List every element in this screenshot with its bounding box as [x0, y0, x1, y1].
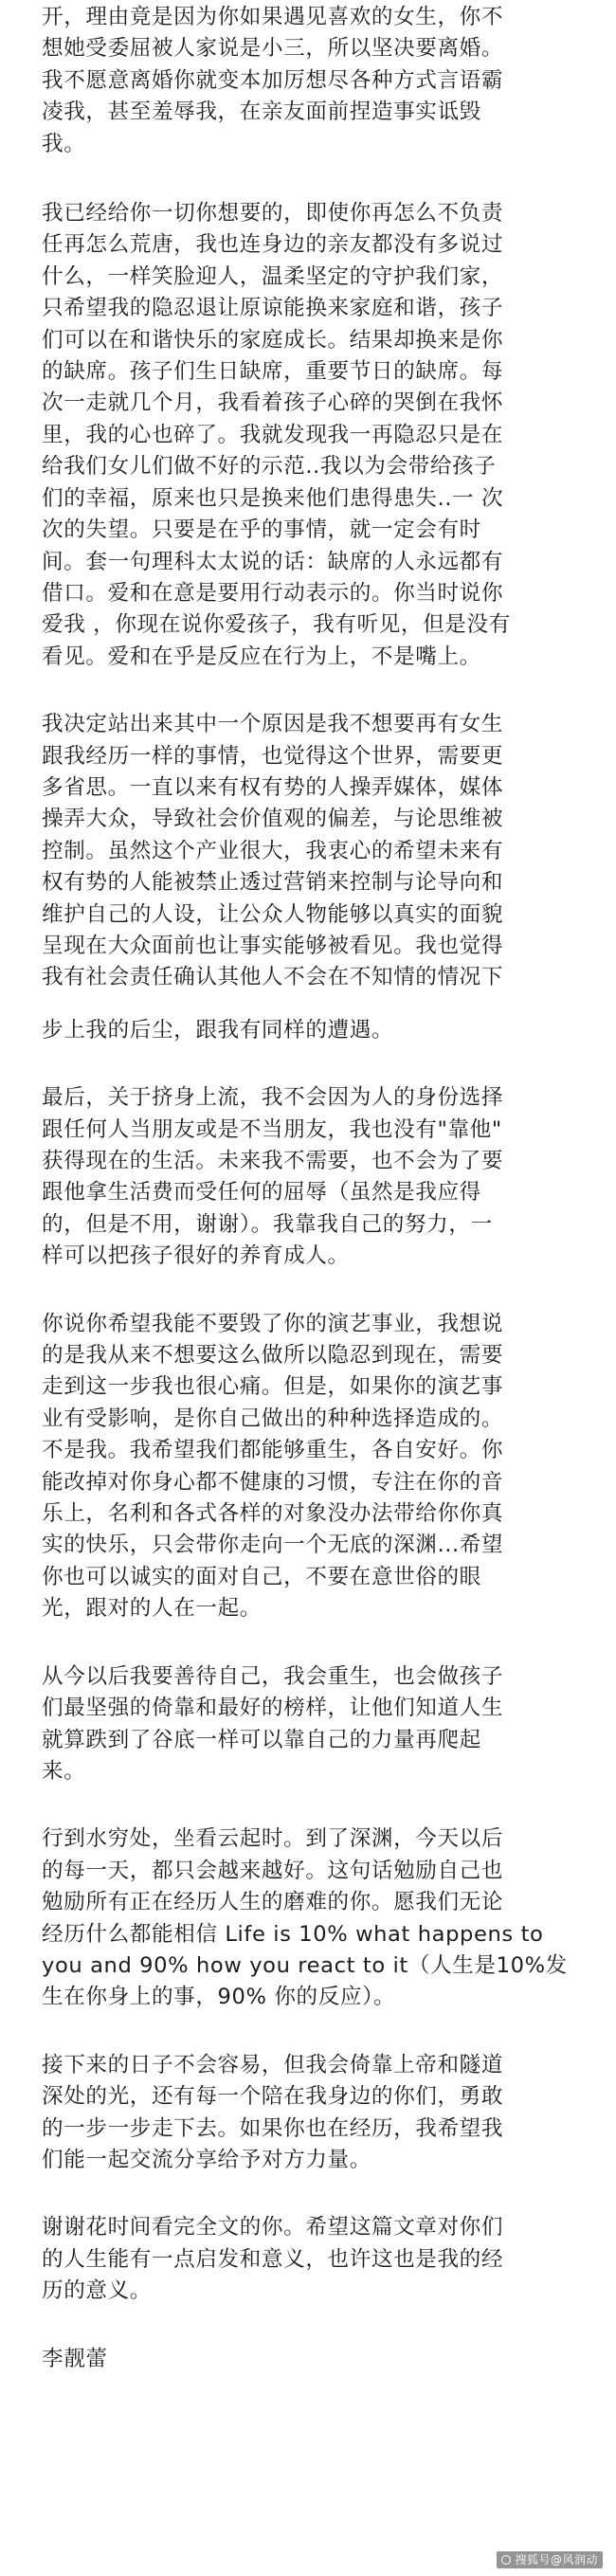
paragraph-1: 开，理由竟是因为你如果遇见喜欢的女生，你不 想她受委屈被人家说是小三，所以坚决要离婚。 我不愿意离婚你就变本加厉想尽各种方式言语霸 凌我，甚至羞辱我，在亲友面前捏造事实诋毁 我。: [42, 5, 504, 156]
paragraph-2: 我已经给你一切你想要的，即使你再怎么不负责 任再怎么荒唐，我也连身边的亲友都没有多说过 什么，一样笑脸迎人，温柔坚定的守护我们家， 只希望我的隐忍退让原谅能换来家庭和谐，孩子 们可以在和谐快乐的家庭成长。结果却换来是你 的缺席。孩子们生日缺席，重要节日的缺席。每 次一走就几个月，我看着孩子心碎的哭倒在我怀 里，我的心也碎了。我就发现我一再隐忍只是在 给我们女儿们做不好的示范..我以为会带给孩子 们的幸福，原来也只是换来他们患得患失..一 次 次的失望。只要是在乎的事情，就一定会有时 间。套一句理科太太说的话：缺席的人永远都有 借口。爱和在意是要用行动表示的。你当时说你 爱我 ，你现在说你爱孩子，我有听见，但是没有 看见。爱和在乎是反应在行为上，不是嘴上。: [42, 201, 511, 669]
paragraph-6: 你说你希望我能不要毁了你的演艺事业，我想说 的是我从来不想要这么做所以隐忍到现在，需要 走到这一步我也很心痛。但是，如果你的演艺事 业有受影响，是你自己做出的种种选择造成的。 不是我。我希望我们都能够重生，各自安好。你 能改掉对你身心都不健康的习惯，专注在你的音 乐上，名利和各式各样的对象没办法带给你你真 实的快乐，只会带你走向一个无底的深渊...希望 你也可以诚实的面对自己，不要在意世俗的眼 光，跟对的人在一起。: [42, 1311, 504, 1622]
paragraph-4: 步上我的后尘，跟我有同样的遭遇。: [42, 1017, 394, 1043]
source-watermark: [497, 2551, 603, 2568]
paragraph-10: 谢谢花时间看完全文的你。希望这篇文章对你们 的人生能有一点启发和意义，也许这也是我的经 历的意义。: [42, 2215, 504, 2304]
sohu-logo-icon: [501, 2555, 511, 2565]
watermark-text: 搜狐号@风润动: [515, 2553, 598, 2567]
paragraph-8: 行到水穷处，坐看云起时。到了深渊，今天以后 的每一天，都只会越来越好。这句话勉励自己也 勉励所有正在经历人生的磨难的你。愿我们无论 经历什么都能相信 Life is 10% what happens to you and 90% how you react to it（人生是10%发 生在你身上的事，90% 你的反应）。: [42, 1826, 568, 2010]
paragraph-3: 我决定站出来其中一个原因是我不想要再有女生 跟我经历一样的事情，也觉得这个世界，需要更 多省思。一直以来有权有势的人操弄媒体，媒体 操弄大众，导致社会价值观的偏差，与论思维被 控制。虽然这个产业很大，我衷心的希望未来有 权有势的人能被禁止透过营销来控制与论导向和 维护自己的人设，让公众人物能够以真实的面貌 呈现在大众面前也让事实能够被看见。我也觉得 我有社会责任确认其他人不会在不知情的情况下: [42, 712, 504, 990]
paragraph-7: 从今以后我要善待自己，我会重生，也会做孩子 们最坚强的倚靠和最好的榜样，让他们知道人生 就算跌到了谷底一样可以靠自己的力量再爬起 来。: [42, 1663, 504, 1784]
author-signature: 李靓蕾: [42, 2346, 108, 2371]
paragraph-5: 最后，关于挤身上流，我不会因为人的身份选择 跟任何人当朋友或是不当朋友，我也没有"靠他" 获得现在的生活。未来我不需要，也不会为了要 跟他拿生活费而受任何的屈辱（虽然是我应得 的，但是不用，谢谢）。我靠我自己的努力，一 样可以把孩子很好的养育成人。: [42, 1085, 504, 1269]
paragraph-9: 接下来的日子不会容易，但我会倚靠上帝和隧道 深处的光，还有每一个陪在我身边的你们，勇敢 的一步一步走下去。如果你也在经历，我希望我 们能一起交流分享给予对方力量。: [42, 2052, 504, 2172]
